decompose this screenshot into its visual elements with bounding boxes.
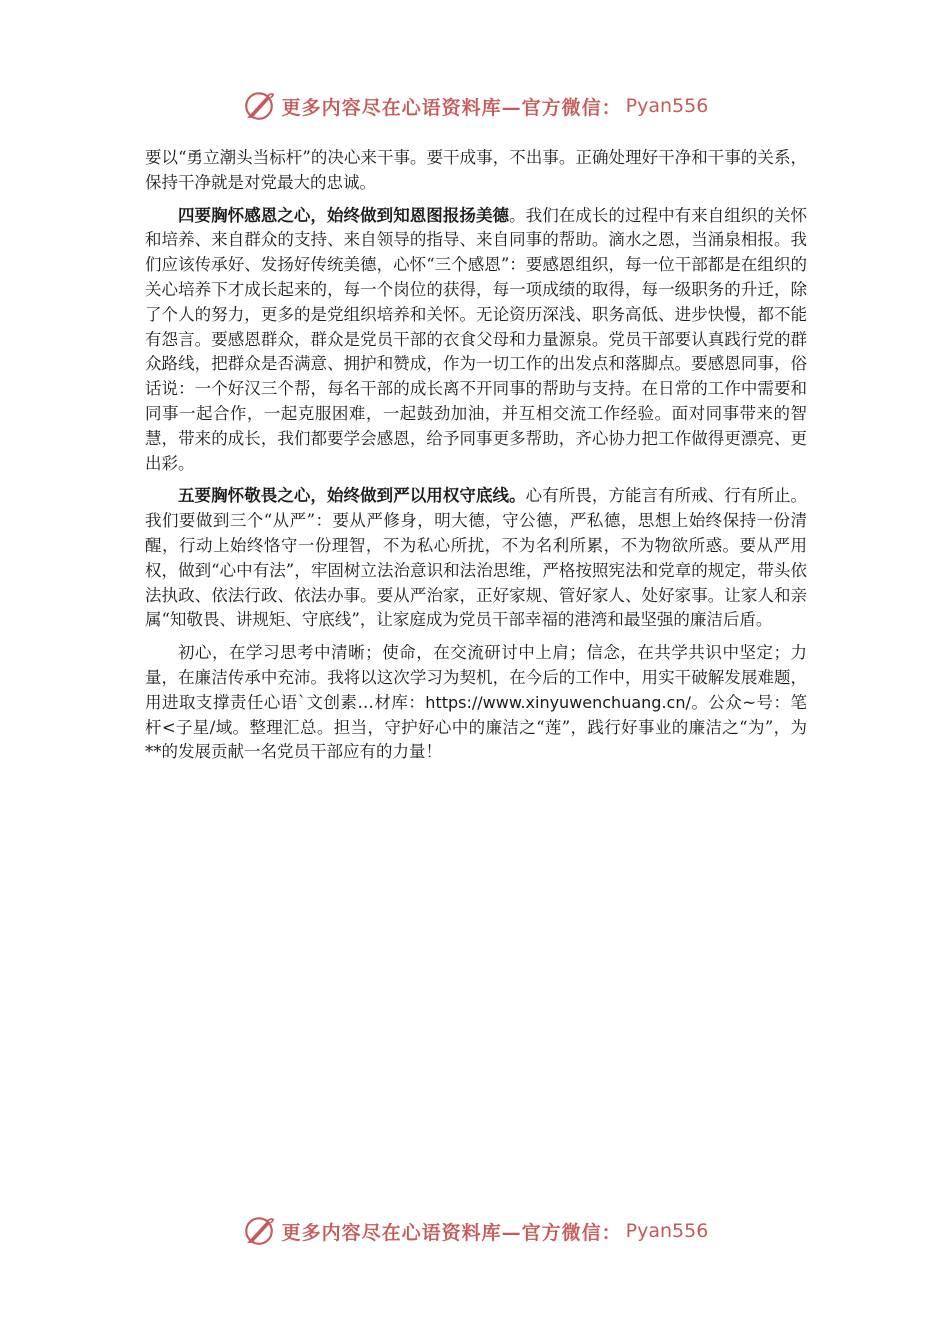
paragraph-2-heading: 四要胸怀感恩之心，始终做到知恩图报扬美德 [178, 205, 510, 225]
header-wechat-id: Pyan556 [625, 95, 709, 117]
paragraph-1: 要以“勇立潮头当标杆”的决心来干事。要干成事，不出事。正确处理好干净和干事的关系，保持干净就是对党最大的忠诚。 [145, 148, 807, 192]
paragraph-3 [145, 484, 807, 633]
footer-banner [0, 1211, 950, 1251]
paragraph-2-text: 。我们在成长的过程中有来自组织的关怀和培养、来自群众的支持、来自领导的指导、来自同事的帮助。滴水之恩，当涌泉相报。我们应该传承好、发扬好传统美德，心怀“三个感恩”：要感恩组织，每一位干部都是在组织的关心培养下才成长起来的，每一个岗位的获得，每一项成绩的取得，每一级职务的升迁，除了个人的努力，更多的是党组织培养和关怀。无论资历深浅、职务高低、进步快慢，都不能有怨言。要感恩群众，群众是党员干部的衣食父母和力量源泉。党员干部要认真践行党的群众路线，把群众是否满意、拥护和赞成，作为一切工作的出发点和落脚点。要感恩同事，俗话说：一个好汉三个帮，每名干部的成长离不开同事的帮助与支持。在日常的工作中需要和同事一起合作，一起克服困难，一起鼓劲加油，并互相交流工作经验。面对同事带来的智慧，带来的成长，我们都要学会感恩，给予同事更多帮助，齐心协力把工作做得更漂亮、更出彩。 [145, 205, 808, 473]
footer-wechat-id: Pyan556 [625, 1220, 709, 1242]
paragraph-4 [145, 641, 807, 765]
paragraph-4-text-a: 初心，在学习思考中清晰；使命，在交流研讨中上肩；信念，在共学共识中坚定；力量，在廉洁传承中充沛。我将以这次学习为契机，在今后的工作中，用实干破解发展难题，用进取支撑责任心语`文创素…材库： [145, 643, 807, 712]
document-body [145, 146, 807, 773]
footer-text: 更多内容尽在心语资料库—官方微信： [281, 1221, 622, 1244]
quill-pen-logo-icon [242, 89, 276, 123]
header-text: 更多内容尽在心语资料库—官方微信： [281, 96, 622, 119]
paragraph-4-text-b: 。公众~号：笔杆<子星/域。整理汇总。担当，守护好心中的廉洁之“莲”，践行好事业的廉洁之“为”，为**的发展贡献一名党员干部应有的力量！ [145, 692, 807, 762]
quill-pen-logo-icon [242, 1214, 276, 1248]
paragraph-3-text: 心有所畏，方能言有所戒、行有所止。我们要做到三个“从严”：要从严修身，明大德，守公德，严私德，思想上始终保持一份清醒，行动上始终恪守一份理智，不为私心所扰，不为名利所累，不为物欲所惑。要从严用权，做到“心中有法”，牢固树立法治意识和法治思维，严格按照宪法和党章的规定，带头依法执政、依法行政、依法办事。要从严治家，正好家规、管好家人、处好家事。让家人和亲属“知敬畏、讲规矩、守底线”，让家庭成为党员干部幸福的港湾和最坚强的廉洁后盾。 [145, 486, 808, 630]
paragraph-3-heading: 五要胸怀敬畏之心，始终做到严以用权守底线。 [178, 486, 526, 506]
header-banner [0, 86, 950, 126]
paragraph-2 [145, 204, 807, 477]
website-link[interactable]: https://www.xinyuwenchuang.cn/ [425, 692, 691, 712]
